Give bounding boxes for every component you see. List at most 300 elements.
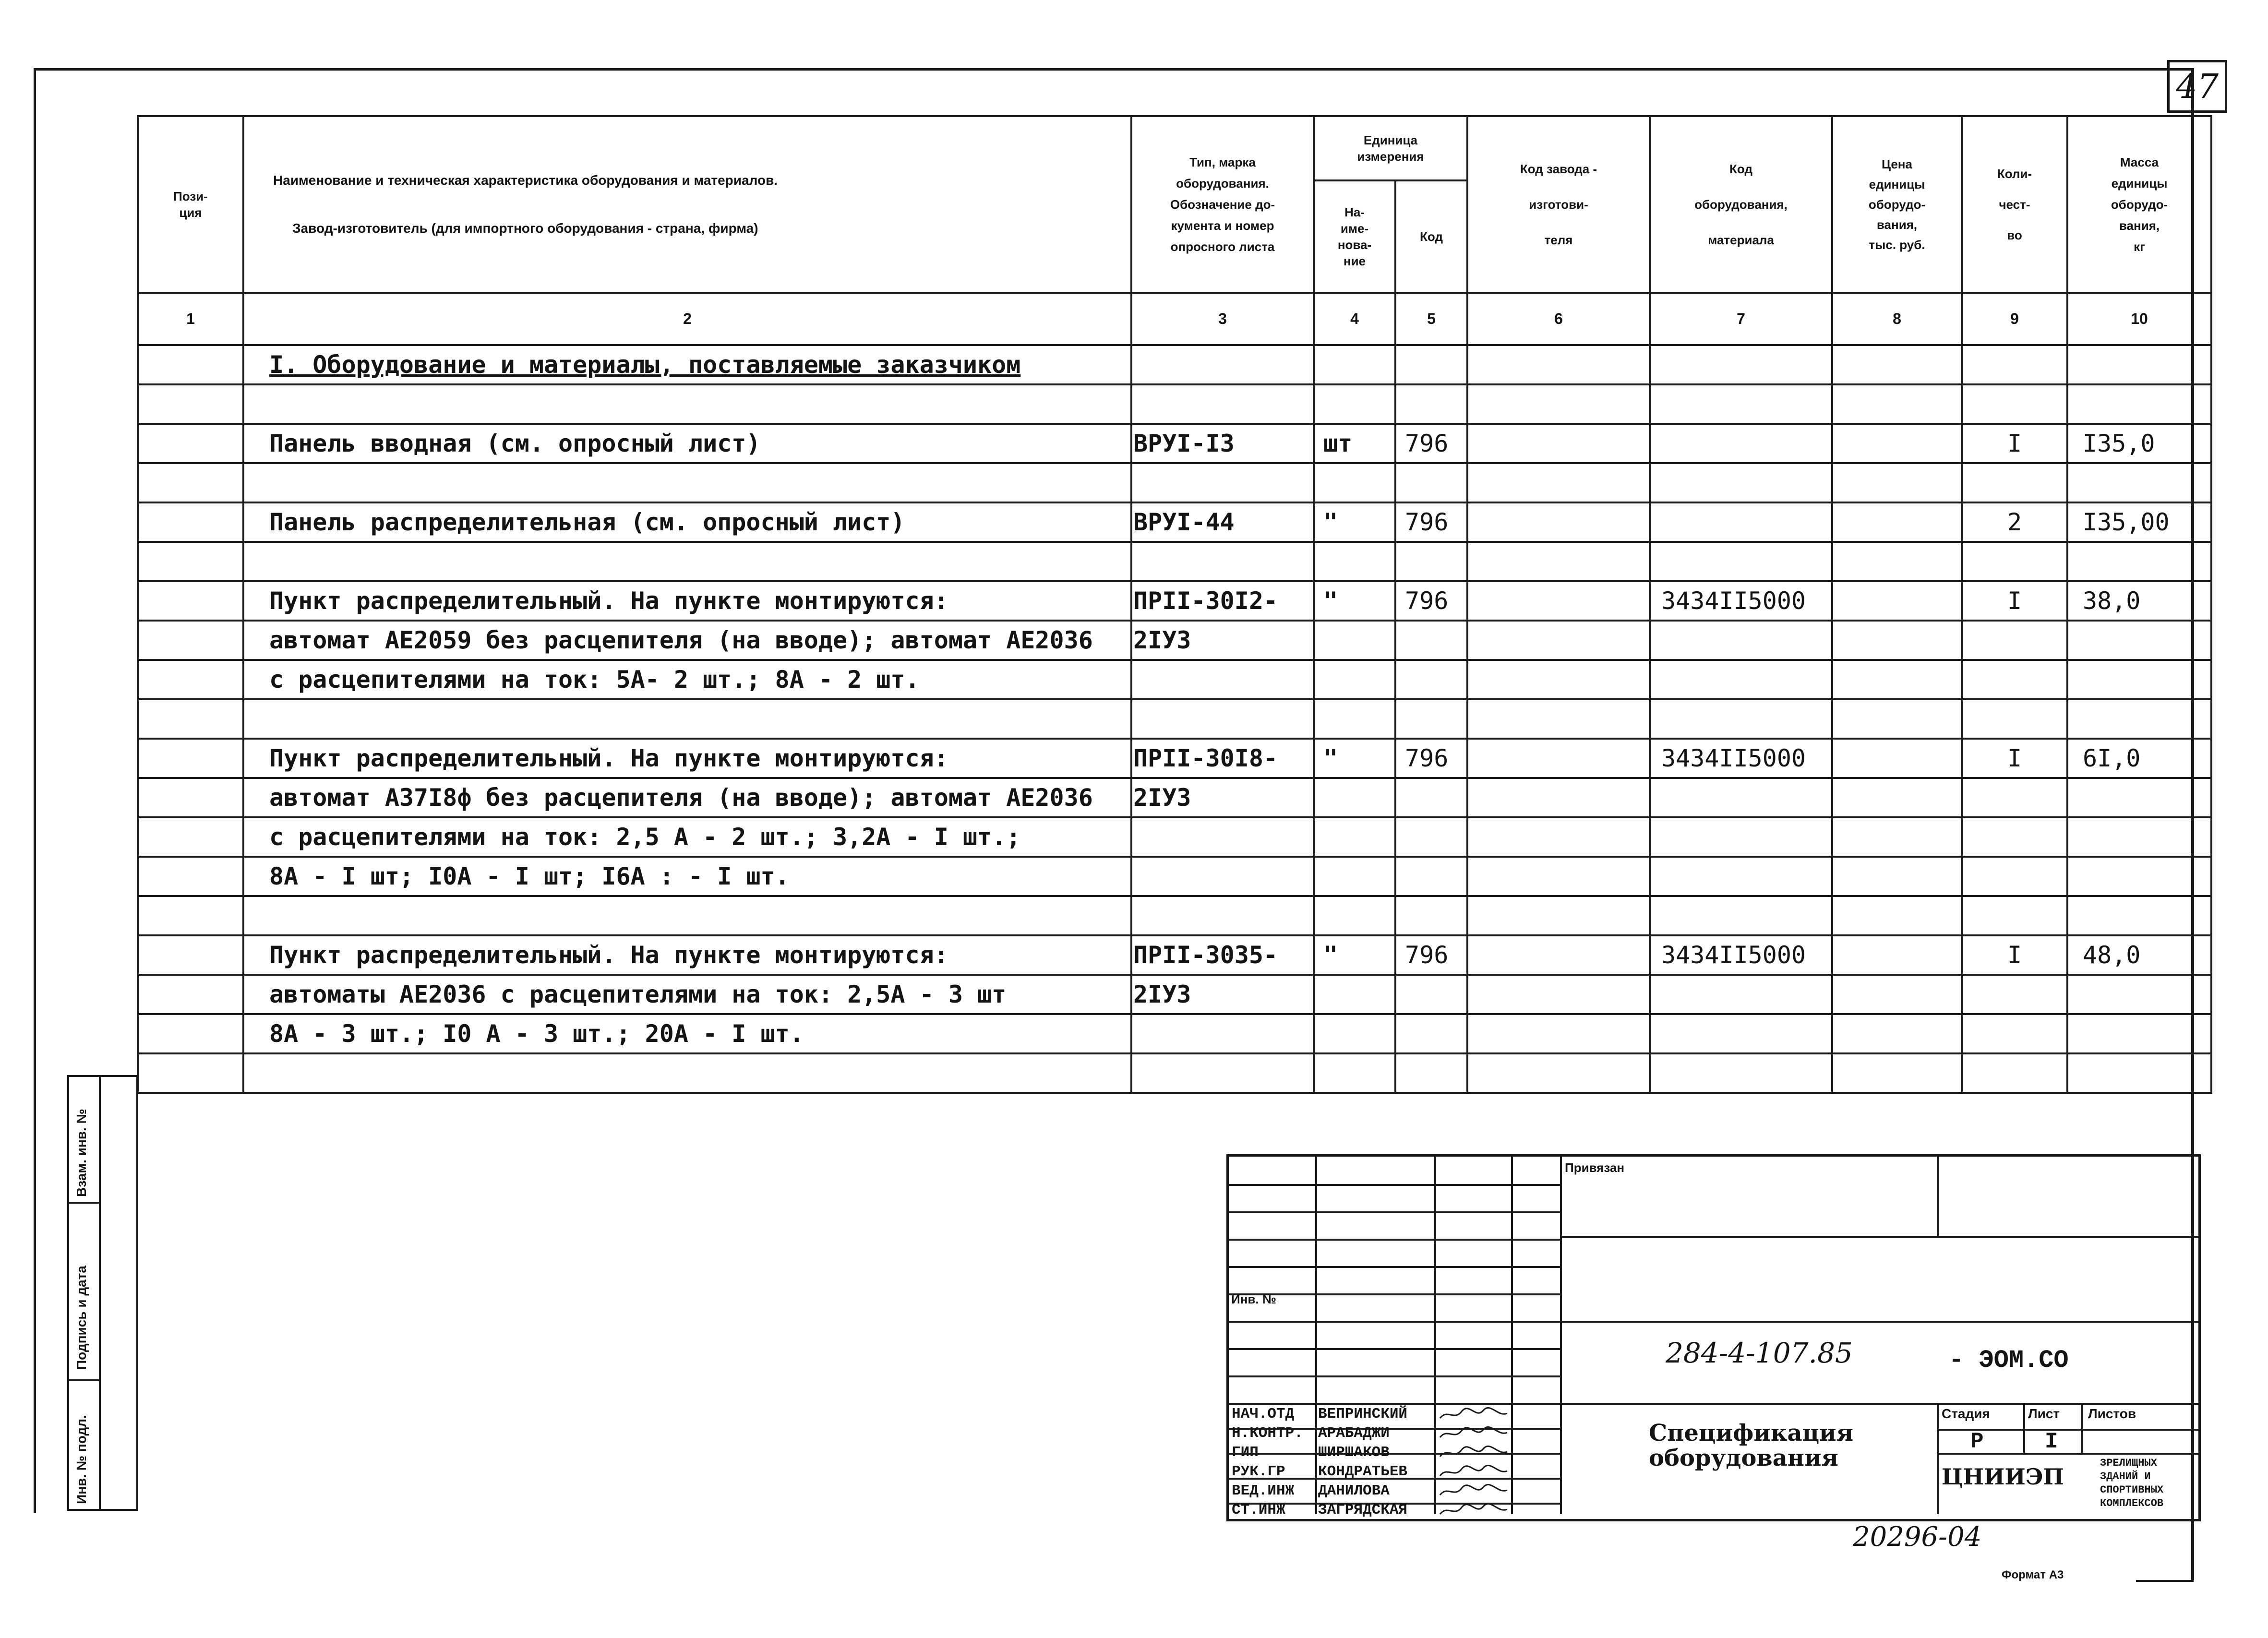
- cell-text: 38,0: [2083, 587, 2141, 615]
- table-cell-c3: [1131, 424, 1314, 463]
- cell-text: 8А - 3 шт.; I0 А - 3 шт.; 20А - I шт.: [269, 1020, 804, 1048]
- table-cell-c10: [2067, 502, 2211, 542]
- table-cell-c5: [1395, 502, 1467, 542]
- table-cell-c1: [138, 739, 243, 778]
- table-row: [138, 1014, 2211, 1053]
- table-cell-c5: [1395, 975, 1467, 1014]
- cell-text: I: [2007, 430, 2022, 457]
- frame-bottom-rule: [2136, 1580, 2194, 1582]
- cell-text: автомат АЕ2059 без расцепителя (на вводе); автомат АЕ2036: [269, 626, 1093, 654]
- table-cell-c9: [1962, 817, 2067, 857]
- table-cell-c6: [1467, 975, 1650, 1014]
- table-row: [138, 621, 2211, 660]
- table-cell-c7: [1650, 935, 1832, 975]
- cell-text: Пункт распределительный. На пункте монтируются:: [269, 941, 948, 969]
- table-cell-c9: [1962, 935, 2067, 975]
- cell-text: ": [1323, 941, 1338, 969]
- table-cell-c2: [243, 739, 1131, 778]
- sheet-label: Лист: [2028, 1406, 2060, 1421]
- cell-text: 796: [1405, 587, 1449, 615]
- table-cell-c8: [1832, 857, 1962, 896]
- header-maker-code: Код завода - изготови- теля: [1467, 116, 1650, 293]
- table-cell-c1: [138, 581, 243, 621]
- table-row: [138, 384, 2211, 424]
- table-cell-c10: [2067, 699, 2211, 739]
- organization-detail: ЗРЕЛИЩНЫХ ЗДАНИЙ И СПОРТИВНЫХ КОМПЛЕКСОВ: [2100, 1457, 2164, 1509]
- table-cell-c9: [1962, 1053, 2067, 1093]
- table-cell-c2: [243, 621, 1131, 660]
- column-number-row: [138, 293, 2211, 345]
- cell-text: I. Оборудование и материалы, поставляемые заказчиком: [269, 351, 1021, 379]
- cell-text: ПРII-3035-: [1133, 941, 1278, 969]
- table-cell-c9: [1962, 502, 2067, 542]
- table-cell-c3: [1131, 857, 1314, 896]
- table-cell-c3: [1131, 935, 1314, 975]
- cell-text: 796: [1405, 430, 1449, 457]
- cell-text: с расцепителями на ток: 5А- 2 шт.; 8А - 2 шт.: [269, 666, 920, 693]
- table-cell-c1: [138, 935, 243, 975]
- table-cell-c3: [1131, 345, 1314, 384]
- header-mass: Масса единицы оборудо- вания, кг: [2067, 116, 2211, 293]
- table-cell-c2: [243, 384, 1131, 424]
- table-cell-c9: [1962, 857, 2067, 896]
- table-cell-c6: [1467, 621, 1650, 660]
- table-cell-c2: [243, 935, 1131, 975]
- table-cell-c8: [1832, 345, 1962, 384]
- table-cell-c9: [1962, 581, 2067, 621]
- signature-scribble: [1438, 1405, 1510, 1424]
- cell-text: Пункт распределительный. На пункте монтируются:: [269, 587, 948, 615]
- cell-text: ": [1323, 508, 1338, 536]
- table-cell-c3: [1131, 581, 1314, 621]
- table-cell-c9: [1962, 345, 2067, 384]
- table-cell-c4: [1314, 857, 1395, 896]
- cell-text: ВРУI-44: [1133, 508, 1235, 536]
- column-number: 2: [243, 293, 1131, 345]
- cell-text: 8А - I шт; I0А - I шт; I6А : - I шт.: [269, 862, 790, 890]
- table-cell-c4: [1314, 345, 1395, 384]
- specification-table: [137, 115, 2212, 1094]
- signature-scribble: [1438, 1482, 1510, 1501]
- signatory-role: ГИП: [1232, 1444, 1259, 1461]
- cell-text: автоматы АЕ2036 с расцепителями на ток: 2,5А - 3 шт: [269, 980, 1007, 1008]
- table-cell-c9: [1962, 621, 2067, 660]
- signatory-name: ДАНИЛОВА: [1318, 1483, 1390, 1499]
- sheets-count-label: Листов: [2088, 1406, 2136, 1421]
- table-row: [138, 935, 2211, 975]
- table-cell-c6: [1467, 699, 1650, 739]
- table-cell-c7: [1650, 581, 1832, 621]
- table-cell-c10: [2067, 975, 2211, 1014]
- table-cell-c3: [1131, 896, 1314, 935]
- cell-text: Панель вводная (см. опросный лист): [269, 430, 761, 457]
- table-cell-c10: [2067, 542, 2211, 581]
- table-cell-c3: [1131, 817, 1314, 857]
- table-row: [138, 739, 2211, 778]
- cell-text: 2IУ3: [1133, 980, 1191, 1008]
- table-cell-c7: [1650, 778, 1832, 817]
- table-row: [138, 699, 2211, 739]
- table-cell-c10: [2067, 739, 2211, 778]
- table-cell-c2: [243, 699, 1131, 739]
- left-stamp: [67, 1075, 138, 1511]
- table-cell-c4: [1314, 896, 1395, 935]
- table-cell-c5: [1395, 424, 1467, 463]
- table-cell-c8: [1832, 699, 1962, 739]
- table-cell-c10: [2067, 1014, 2211, 1053]
- table-cell-c7: [1650, 384, 1832, 424]
- table-cell-c5: [1395, 384, 1467, 424]
- table-cell-c6: [1467, 817, 1650, 857]
- table-row: [138, 345, 2211, 384]
- replace-inv-label: Взам. инв. №: [74, 1109, 89, 1197]
- format-label: Формат А3: [2002, 1568, 2064, 1581]
- table-cell-c3: [1131, 739, 1314, 778]
- table-cell-c9: [1962, 660, 2067, 699]
- table-row: [138, 778, 2211, 817]
- table-cell-c2: [243, 857, 1131, 896]
- table-cell-c10: [2067, 660, 2211, 699]
- table-cell-c2: [243, 463, 1131, 502]
- table-cell-c3: [1131, 463, 1314, 502]
- cell-text: I35,0: [2083, 430, 2155, 457]
- table-row: [138, 1053, 2211, 1093]
- table-cell-c8: [1832, 463, 1962, 502]
- table-cell-c7: [1650, 975, 1832, 1014]
- table-cell-c6: [1467, 1053, 1650, 1093]
- table-cell-c9: [1962, 384, 2067, 424]
- table-cell-c6: [1467, 778, 1650, 817]
- table-cell-c7: [1650, 699, 1832, 739]
- organization: ЦНИИЭП: [1942, 1464, 2064, 1490]
- signatory-name: ВЕПРИНСКИЙ: [1318, 1406, 1408, 1423]
- table-cell-c9: [1962, 1014, 2067, 1053]
- table-row: [138, 660, 2211, 699]
- table-cell-c4: [1314, 463, 1395, 502]
- table-cell-c7: [1650, 542, 1832, 581]
- table-cell-c10: [2067, 345, 2211, 384]
- table-cell-c2: [243, 896, 1131, 935]
- table-cell-c2: [243, 1053, 1131, 1093]
- table-cell-c3: [1131, 1014, 1314, 1053]
- table-cell-c7: [1650, 345, 1832, 384]
- inv-number-label: Инв. №: [1231, 1292, 1276, 1306]
- table-cell-c6: [1467, 345, 1650, 384]
- table-cell-c5: [1395, 935, 1467, 975]
- header-unit-group: Единица измерения: [1314, 116, 1467, 180]
- table-cell-c7: [1650, 621, 1832, 660]
- table-cell-c5: [1395, 463, 1467, 502]
- signature-scribble: [1438, 1443, 1510, 1462]
- cell-text: 796: [1405, 508, 1449, 536]
- signature-scribble: [1438, 1462, 1510, 1482]
- table-cell-c1: [138, 384, 243, 424]
- table-row: [138, 463, 2211, 502]
- column-number: 4: [1314, 293, 1395, 345]
- frame-left-line: [34, 68, 36, 1513]
- table-cell-c2: [243, 424, 1131, 463]
- table-cell-c8: [1832, 896, 1962, 935]
- table-cell-c6: [1467, 1014, 1650, 1053]
- table-cell-c9: [1962, 424, 2067, 463]
- table-cell-c4: [1314, 384, 1395, 424]
- table-cell-c5: [1395, 621, 1467, 660]
- frame-top-line: [34, 68, 2191, 71]
- table-cell-c6: [1467, 739, 1650, 778]
- table-cell-c5: [1395, 857, 1467, 896]
- signatory-role: НАЧ.ОТД: [1232, 1406, 1295, 1423]
- table-cell-c5: [1395, 1014, 1467, 1053]
- table-cell-c8: [1832, 581, 1962, 621]
- cell-text: ПРII-30I8-: [1133, 744, 1278, 772]
- table-cell-c4: [1314, 699, 1395, 739]
- table-cell-c10: [2067, 384, 2211, 424]
- table-row: [138, 896, 2211, 935]
- table-cell-c8: [1832, 935, 1962, 975]
- table-cell-c1: [138, 542, 243, 581]
- table-cell-c1: [138, 975, 243, 1014]
- table-cell-c9: [1962, 463, 2067, 502]
- table-cell-c4: [1314, 660, 1395, 699]
- table-cell-c9: [1962, 542, 2067, 581]
- table-cell-c1: [138, 502, 243, 542]
- table-cell-c8: [1832, 817, 1962, 857]
- table-cell-c3: [1131, 1053, 1314, 1093]
- table-cell-c5: [1395, 660, 1467, 699]
- table-cell-c4: [1314, 1053, 1395, 1093]
- table-cell-c4: [1314, 542, 1395, 581]
- cell-text: 3434II5000: [1661, 941, 1806, 969]
- table-cell-c8: [1832, 502, 1962, 542]
- table-cell-c5: [1395, 542, 1467, 581]
- table-cell-c4: [1314, 581, 1395, 621]
- table-row: [138, 581, 2211, 621]
- table-cell-c2: [243, 542, 1131, 581]
- signatory-role: ВЕД.ИНЖ: [1232, 1483, 1295, 1499]
- signatory-name: ШИРШАКОВ: [1318, 1444, 1390, 1461]
- table-cell-c8: [1832, 975, 1962, 1014]
- table-cell-c2: [243, 817, 1131, 857]
- table-cell-c1: [138, 1053, 243, 1093]
- table-cell-c5: [1395, 345, 1467, 384]
- table-cell-c2: [243, 778, 1131, 817]
- cell-text: Панель распределительная (см. опросный лист): [269, 508, 905, 536]
- table-cell-c7: [1650, 857, 1832, 896]
- table-cell-c4: [1314, 739, 1395, 778]
- table-cell-c6: [1467, 542, 1650, 581]
- table-cell-c2: [243, 345, 1131, 384]
- attached-label: Привязан: [1565, 1160, 1625, 1175]
- table-cell-c7: [1650, 739, 1832, 778]
- sheet-value: I: [2045, 1429, 2058, 1454]
- table-cell-c6: [1467, 857, 1650, 896]
- table-cell-c4: [1314, 817, 1395, 857]
- cell-text: шт: [1323, 430, 1353, 457]
- table-cell-c4: [1314, 502, 1395, 542]
- cell-text: 3434II5000: [1661, 744, 1806, 772]
- table-cell-c10: [2067, 424, 2211, 463]
- table-cell-c9: [1962, 975, 2067, 1014]
- cell-text: 796: [1405, 941, 1449, 969]
- table-cell-c1: [138, 424, 243, 463]
- table-cell-c1: [138, 699, 243, 739]
- table-cell-c1: [138, 857, 243, 896]
- signatory-role: РУК.ГР: [1232, 1463, 1285, 1480]
- original-inv-label: Инв. № подл.: [74, 1415, 89, 1504]
- column-number: 6: [1467, 293, 1650, 345]
- table-cell-c9: [1962, 896, 2067, 935]
- cell-text: I: [2007, 587, 2022, 615]
- table-cell-c3: [1131, 660, 1314, 699]
- cell-text: автомат А37I8ф без расцепителя (на вводе); автомат АЕ2036: [269, 784, 1093, 812]
- table-cell-c9: [1962, 699, 2067, 739]
- table-cell-c1: [138, 621, 243, 660]
- cell-text: 796: [1405, 744, 1449, 772]
- table-cell-c2: [243, 502, 1131, 542]
- column-number: 10: [2067, 293, 2211, 345]
- title-line-2: оборудования: [1649, 1445, 1838, 1471]
- signature-scribble: [1438, 1424, 1510, 1443]
- table-cell-c4: [1314, 935, 1395, 975]
- table-cell-c8: [1832, 660, 1962, 699]
- header-quantity: Коли- чест- во: [1962, 116, 2067, 293]
- table-cell-c8: [1832, 1053, 1962, 1093]
- cell-text: 48,0: [2083, 941, 2141, 969]
- table-cell-c4: [1314, 621, 1395, 660]
- table-row: [138, 857, 2211, 896]
- signatory-role: Н.КОНТР.: [1232, 1425, 1303, 1442]
- table-cell-c10: [2067, 581, 2211, 621]
- table-cell-c5: [1395, 817, 1467, 857]
- table-cell-c10: [2067, 621, 2211, 660]
- table-cell-c7: [1650, 1014, 1832, 1053]
- table-cell-c4: [1314, 424, 1395, 463]
- table-cell-c10: [2067, 896, 2211, 935]
- signature-date-label: Подпись и дата: [74, 1266, 89, 1370]
- table-cell-c4: [1314, 1014, 1395, 1053]
- table-cell-c7: [1650, 660, 1832, 699]
- stage-value: Р: [1970, 1429, 1984, 1454]
- table-cell-c1: [138, 345, 243, 384]
- cell-text: ": [1323, 587, 1338, 615]
- table-cell-c10: [2067, 857, 2211, 896]
- column-number: 9: [1962, 293, 2067, 345]
- cell-text: 6I,0: [2083, 744, 2141, 772]
- document-code: 284-4-107.85: [1666, 1337, 1853, 1369]
- signatory-name: КОНДРАТЬЕВ: [1318, 1463, 1408, 1480]
- cell-text: с расцепителями на ток: 2,5 А - 2 шт.; 3,2А - I шт.;: [269, 823, 1021, 851]
- header-type: Тип, марка оборудования. Обозначение до- кумента и номер опросного листа: [1131, 116, 1314, 293]
- cell-text: 2IУ3: [1133, 626, 1191, 654]
- cell-text: I: [2007, 744, 2022, 772]
- table-cell-c5: [1395, 581, 1467, 621]
- cell-text: I: [2007, 941, 2022, 969]
- table-cell-c3: [1131, 384, 1314, 424]
- table-cell-c2: [243, 581, 1131, 621]
- table-cell-c6: [1467, 424, 1650, 463]
- signatory-name: ЗАГРЯДСКАЯ: [1318, 1502, 1408, 1518]
- table-cell-c7: [1650, 502, 1832, 542]
- table-cell-c2: [243, 975, 1131, 1014]
- specification-rows: [138, 345, 2211, 1093]
- table-cell-c5: [1395, 739, 1467, 778]
- table-cell-c5: [1395, 1053, 1467, 1093]
- table-cell-c8: [1832, 424, 1962, 463]
- table-cell-c10: [2067, 935, 2211, 975]
- column-number: 7: [1650, 293, 1832, 345]
- table-cell-c3: [1131, 621, 1314, 660]
- table-cell-c5: [1395, 778, 1467, 817]
- table-cell-c4: [1314, 778, 1395, 817]
- header-price: Цена единицы оборудо- вания, тыс. руб.: [1832, 116, 1962, 293]
- cell-text: I35,00: [2083, 508, 2170, 536]
- table-cell-c1: [138, 1014, 243, 1053]
- signatory-name: АРАБАДЖИ: [1318, 1425, 1390, 1442]
- table-cell-c6: [1467, 896, 1650, 935]
- table-row: [138, 975, 2211, 1014]
- table-cell-c5: [1395, 699, 1467, 739]
- table-cell-c7: [1650, 817, 1832, 857]
- table-cell-c8: [1832, 739, 1962, 778]
- table-cell-c6: [1467, 935, 1650, 975]
- table-cell-c8: [1832, 542, 1962, 581]
- table-cell-c7: [1650, 463, 1832, 502]
- header-equipment-code: Код оборудования, материала: [1650, 116, 1832, 293]
- header-name: Наименование и техническая характеристика оборудования и материалов. Завод-изготовитель (для импортного оборудования - страна, фирма): [243, 116, 1131, 293]
- table-cell-c10: [2067, 778, 2211, 817]
- signature-scribble: [1438, 1501, 1510, 1520]
- cell-text: ВРУI-I3: [1133, 430, 1235, 457]
- header-unit-name: На- име- нова- ние: [1314, 180, 1395, 293]
- table-cell-c6: [1467, 581, 1650, 621]
- table-cell-c7: [1650, 424, 1832, 463]
- table-cell-c6: [1467, 502, 1650, 542]
- table-cell-c10: [2067, 1053, 2211, 1093]
- table-row: [138, 817, 2211, 857]
- document-suffix: - ЭОМ.СО: [1949, 1346, 2069, 1375]
- table-cell-c6: [1467, 660, 1650, 699]
- title-block: [1226, 1154, 2201, 1521]
- cell-text: ПРII-30I2-: [1133, 587, 1278, 615]
- column-number: 8: [1832, 293, 1962, 345]
- column-number: 5: [1395, 293, 1467, 345]
- table-cell-c10: [2067, 817, 2211, 857]
- table-cell-c6: [1467, 384, 1650, 424]
- column-number: 1: [138, 293, 243, 345]
- table-cell-c9: [1962, 739, 2067, 778]
- table-cell-c3: [1131, 542, 1314, 581]
- table-row: [138, 542, 2211, 581]
- signatory-role: СТ.ИНЖ: [1232, 1502, 1285, 1518]
- table-cell-c6: [1467, 463, 1650, 502]
- table-cell-c1: [138, 896, 243, 935]
- sheet-number: 47: [2167, 60, 2227, 113]
- header-unit-code: Код: [1395, 180, 1467, 293]
- table-cell-c4: [1314, 975, 1395, 1014]
- table-cell-c2: [243, 1014, 1131, 1053]
- table-cell-c8: [1832, 621, 1962, 660]
- column-number: 3: [1131, 293, 1314, 345]
- table-cell-c8: [1832, 384, 1962, 424]
- table-cell-c8: [1832, 1014, 1962, 1053]
- title-line-1: Спецификация: [1649, 1420, 1854, 1447]
- table-cell-c3: [1131, 699, 1314, 739]
- table-cell-c7: [1650, 1053, 1832, 1093]
- table-cell-c5: [1395, 896, 1467, 935]
- cell-text: ": [1323, 744, 1338, 772]
- stage-label: Стадия: [1942, 1406, 1990, 1421]
- table-cell-c3: [1131, 502, 1314, 542]
